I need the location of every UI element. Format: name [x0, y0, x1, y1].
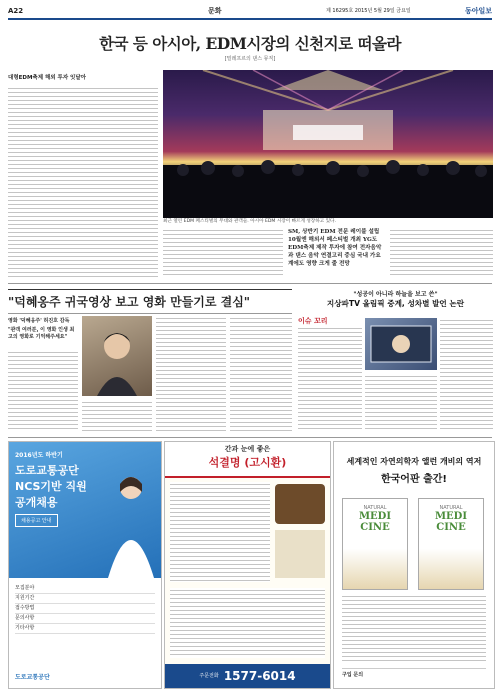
article1-headline: 한국 등 아시아, EDM시장의 신천지로 떠올라	[99, 34, 401, 53]
ad-health-product[interactable]	[164, 441, 331, 689]
ad1-info-table	[15, 584, 155, 634]
ad3-book-title: MEDI CINE	[358, 511, 392, 533]
ad3-body-text	[342, 594, 486, 662]
portrait-illustration	[82, 316, 152, 396]
photo-caption: 최근 열린 EDM 페스티벌의 무대와 관객들. 아시아 EDM 시장이 빠르게 성장하고 있다.	[163, 219, 336, 224]
article2-body-col4	[230, 316, 292, 432]
article2-headline: "덕혜옹주 귀국영상 보고 영화 만들기로 결심"	[8, 289, 292, 314]
article1-byline: [밀레프르의 댄스 뮤직]	[224, 56, 276, 62]
article1-body-col1	[8, 86, 158, 278]
broadcast-illustration	[365, 318, 437, 370]
ad3-footer: 구입 문의	[342, 668, 486, 678]
ad1-row: 지원기간	[15, 594, 155, 604]
ad2-phone-label: 주문전화	[199, 673, 219, 679]
ad3-brand: NATURAL	[363, 505, 387, 511]
masthead-logo: 동아일보	[464, 7, 492, 15]
ad2-body-text-2	[170, 588, 325, 658]
ad1-tag: 2016년도 하반기	[15, 452, 63, 459]
article1-pull-quote: SM, 상반기 EDM 전문 레이블 설립 10월엔 해외서 페스티벌 개최 YG도 EDM축제 제작 투자에 참여 전자음악과 댄스 음악 연결고리 중심 국내 가요계에도 영향 크게 줄 전망	[288, 229, 382, 267]
section-divider	[8, 283, 492, 284]
ad1-row: 모집분야	[15, 584, 155, 594]
ad-recruitment[interactable]	[8, 441, 162, 689]
director-photo	[82, 316, 152, 396]
article2-body-col3	[156, 316, 226, 432]
article1-subhead: 대형EDM축제 해외 투자 잇달아	[8, 75, 86, 81]
article3-body-col2	[365, 374, 437, 432]
concert-photo	[163, 70, 493, 218]
ad3-book-cover-2	[418, 498, 484, 590]
article2-subhead-2: "관객 여러분, 이 영화 인생 최고의 영화로 기억해주세요"	[8, 327, 75, 340]
page-header	[8, 6, 492, 20]
ad2-headline: 석결명 (고시환)	[208, 456, 287, 469]
ad1-logo: 도로교통공단	[15, 674, 50, 681]
ad2-product-image	[275, 484, 325, 524]
section-label: 문화	[208, 7, 222, 15]
ad2-headline-pre: 간과 눈에 좋은	[224, 445, 271, 453]
article3-body-col3	[440, 318, 493, 432]
concert-stage-illustration	[163, 70, 493, 218]
article2-body-col1	[8, 350, 78, 432]
ad1-title-1: 도로교통공단	[15, 464, 79, 477]
ad1-title-2: NCS기반 직원	[15, 480, 87, 493]
ad2-phone[interactable]: 1577-6014	[223, 669, 296, 683]
article3-overline: "성공이 아니라 하늘을 보고 쓴"	[353, 291, 438, 298]
ad3-title-2: 한국어판 출간!	[380, 474, 447, 485]
ad2-body-text	[170, 482, 270, 582]
ad2-product-box	[275, 530, 325, 578]
issue-label: 이슈 꼬리	[298, 317, 328, 325]
ad-book[interactable]	[333, 441, 495, 689]
article3-body-col1	[298, 326, 362, 432]
ad3-title-1: 세계적인 자연의학자 앨런 개비의 역저	[346, 457, 482, 466]
article3-photo	[365, 318, 437, 370]
issue-date: 제 16295호 2015년 5월 29일 금요일	[326, 8, 411, 14]
ad3-brand-2: NATURAL	[439, 505, 463, 511]
article3-headline: 지상파TV 올림픽 중계, 성차별 발언 논란	[326, 299, 465, 308]
ad1-row: 접수방법	[15, 604, 155, 614]
ad-divider	[8, 437, 492, 438]
page-number: A22	[8, 7, 24, 15]
ad1-row: 기타사항	[15, 624, 155, 634]
ad1-person-illustration	[104, 470, 158, 578]
article1-body-col3	[390, 228, 493, 278]
ad1-title-3: 공개채용	[15, 496, 58, 509]
ad3-book-title-2: MEDI CINE	[434, 511, 468, 533]
ad1-row: 문의사항	[15, 614, 155, 624]
article2-body-col2	[82, 400, 152, 432]
ad3-book-cover-1	[342, 498, 408, 590]
ad1-cta-button[interactable]: 채용공고 안내	[15, 514, 58, 527]
article2-subhead-1: 영화 '덕혜옹주' 허진호 감독	[8, 318, 70, 324]
article1-body-col2	[163, 228, 283, 278]
